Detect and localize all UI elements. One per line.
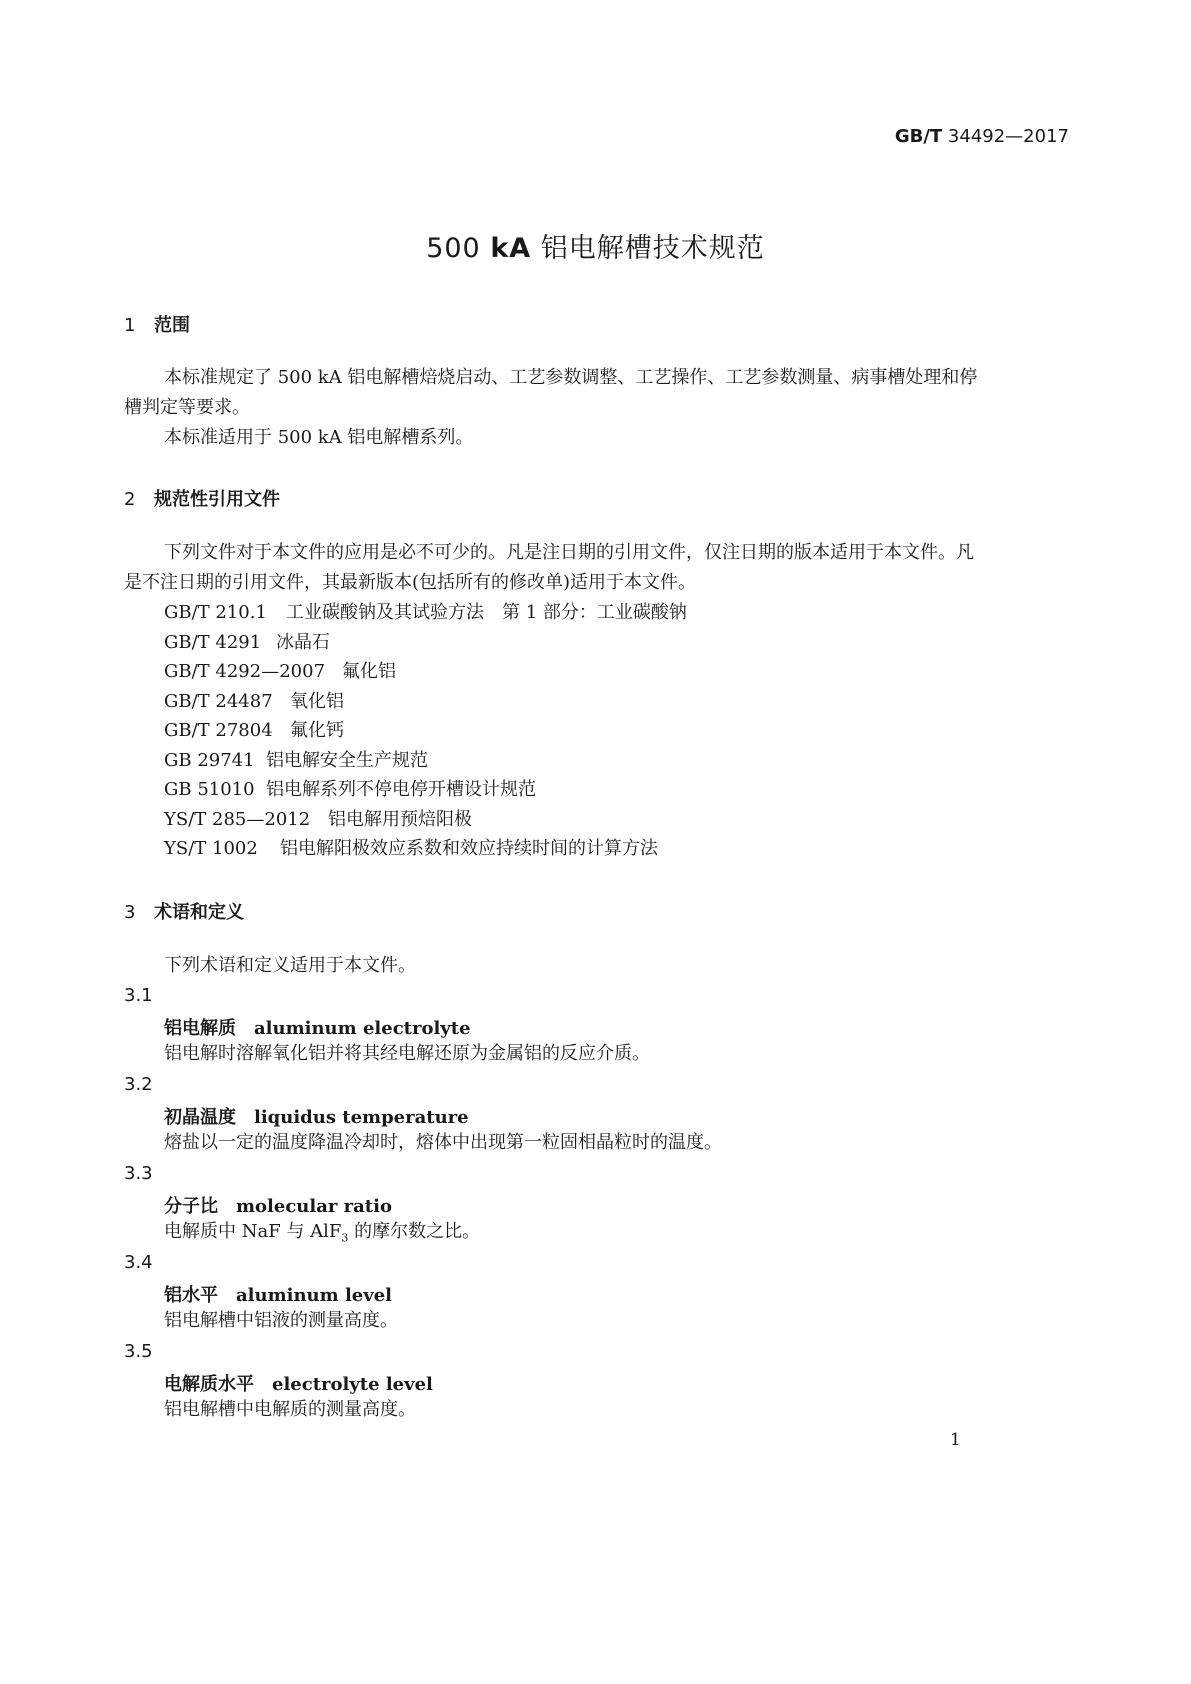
reference-code: GB/T 4291	[164, 632, 262, 653]
title-unit: kA	[490, 233, 532, 264]
term-number: 3.2	[124, 1074, 153, 1095]
definition-text: 电解质中 NaF 与 AlF	[164, 1221, 342, 1242]
term-number: 3.1	[124, 985, 153, 1006]
standard-code	[895, 126, 1069, 147]
section-number: 1	[124, 315, 136, 336]
reference-item	[164, 598, 687, 628]
term-zh: 铝电解质	[164, 1018, 236, 1039]
reference-item	[164, 716, 344, 746]
reference-title: 冰晶石	[276, 632, 330, 653]
reference-item	[164, 805, 472, 835]
term-zh: 初晶温度	[164, 1107, 236, 1128]
term-en: liquidus temperature	[254, 1107, 469, 1128]
reference-code: GB/T 4292—2007	[164, 661, 326, 682]
term-definition: 熔盐以一定的温度降温冷却时，熔体中出现第一粒固相晶粒时的温度。	[164, 1132, 722, 1153]
reference-title: 铝电解用预焙阳极	[328, 809, 472, 830]
reference-code: GB/T 24487	[164, 691, 273, 712]
reference-code: GB 51010	[164, 779, 255, 800]
subscript: 3	[341, 1231, 349, 1245]
definition-text: 的摩尔数之比。	[348, 1221, 481, 1242]
term-heading	[164, 1370, 433, 1396]
standard-code-number: 34492—2017	[947, 126, 1069, 147]
term-definition: 铝电解槽中电解质的测量高度。	[164, 1399, 416, 1420]
term-en: aluminum level	[236, 1285, 392, 1306]
section-number: 2	[124, 489, 136, 510]
reference-item	[164, 746, 428, 776]
reference-item	[164, 657, 396, 687]
reference-title: 铝电解系列不停电停开槽设计规范	[266, 779, 536, 800]
reference-title: 氟化铝	[342, 661, 396, 682]
reference-code: GB/T 27804	[164, 720, 273, 741]
term-en: molecular ratio	[236, 1196, 392, 1217]
reference-item	[164, 775, 536, 805]
standard-code-prefix: GB/T	[894, 126, 943, 147]
term-heading	[164, 1014, 471, 1040]
reference-title: 铝电解安全生产规范	[266, 750, 428, 771]
reference-title: 工业碳酸钠及其试验方法 第 1 部分：工业碳酸钠	[286, 602, 687, 623]
reference-item	[164, 687, 344, 717]
term-heading	[164, 1192, 392, 1218]
term-number: 3.3	[124, 1163, 153, 1184]
term-heading	[164, 1281, 392, 1307]
term-definition	[164, 1217, 480, 1254]
term-zh: 电解质水平	[164, 1374, 254, 1395]
title-prefix: 500	[426, 233, 481, 264]
reference-title: 铝电解阳极效应系数和效应持续时间的计算方法	[280, 838, 658, 859]
term-number: 3.5	[124, 1341, 153, 1362]
reference-code: YS/T 1002	[164, 838, 258, 859]
reference-code: GB/T 210.1	[164, 602, 267, 623]
term-definition: 铝电解槽中铝液的测量高度。	[164, 1310, 398, 1331]
terms-intro: 下列术语和定义适用于本文件。	[164, 955, 416, 976]
document-title	[0, 226, 1191, 265]
section-3-heading	[124, 898, 244, 924]
scope-paragraph-1: 本标准规定了 500 kA 铝电解槽焙烧启动、工艺参数调整、工艺操作、工艺参数测量、病事槽处理和停槽判定等要求。	[124, 367, 978, 418]
title-text: 铝电解槽技术规范	[540, 233, 765, 264]
reference-item	[164, 834, 658, 864]
section-title: 范围	[154, 315, 190, 336]
section-1-heading	[124, 311, 190, 337]
reference-title: 氟化钙	[290, 720, 344, 741]
page-number: 1	[950, 1430, 961, 1450]
term-zh: 分子比	[164, 1196, 218, 1217]
reference-code: GB 29741	[164, 750, 255, 771]
reference-title: 氧化铝	[290, 691, 344, 712]
section-2-heading	[124, 485, 280, 511]
term-en: electrolyte level	[272, 1374, 433, 1395]
scope-paragraph-2: 本标准适用于 500 kA 铝电解槽系列。	[164, 427, 474, 448]
term-heading	[164, 1103, 469, 1129]
term-zh: 铝水平	[164, 1285, 218, 1306]
term-en: aluminum electrolyte	[254, 1018, 471, 1039]
section-title: 规范性引用文件	[154, 489, 280, 510]
term-definition: 铝电解时溶解氧化铝并将其经电解还原为金属铝的反应介质。	[164, 1043, 650, 1064]
reference-code: YS/T 285—2012	[164, 809, 311, 830]
reference-item	[164, 628, 330, 658]
term-number: 3.4	[124, 1252, 153, 1273]
section-number: 3	[124, 902, 136, 923]
references-intro: 下列文件对于本文件的应用是必不可少的。凡是注日期的引用文件，仅注日期的版本适用于本文件。凡是不注日期的引用文件，其最新版本(包括所有的修改单)适用于本文件。	[124, 542, 974, 593]
section-title: 术语和定义	[154, 902, 244, 923]
